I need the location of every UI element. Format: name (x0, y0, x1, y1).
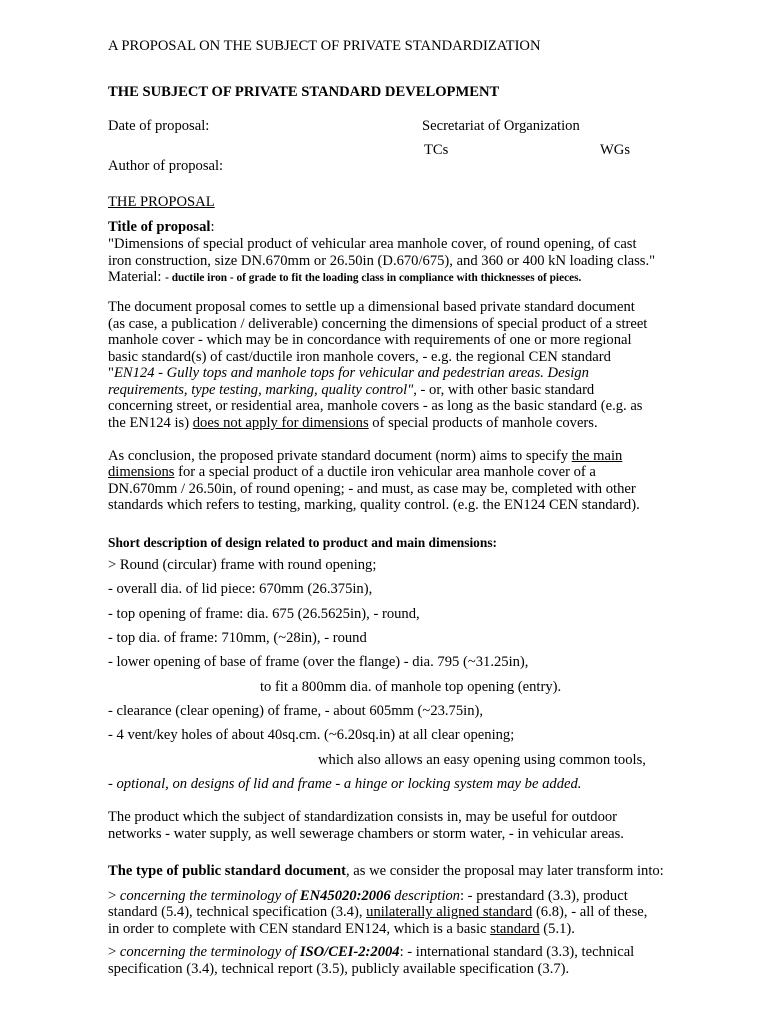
terminology-intro: concerning the terminology of (119, 944, 300, 960)
secretariat-label: Secretariat of Organization (422, 118, 580, 134)
type-heading-rest: , as we consider the proposal may later transform into: (346, 863, 664, 879)
paragraph-line (108, 365, 589, 382)
terminology-intro: concerning the terminology of (119, 888, 300, 904)
terminology-text: in order to complete with CEN standard EN124, which is a basic (108, 921, 491, 937)
title-of-proposal (108, 219, 215, 236)
bullet-marker: > (108, 888, 120, 904)
paragraph-text: , - or, with other basic standard (413, 382, 595, 398)
material-line (108, 269, 581, 287)
material-label: Material: (108, 269, 166, 285)
paragraph-line: The document proposal comes to settle up a dimensional based private standard document (108, 299, 635, 315)
terminology-text: standard (5.4), technical specification (3.4), (108, 904, 367, 920)
paragraph-text: the EN124 is) (108, 415, 193, 431)
material-text: - ductile iron - of grade to fit the loading class in compliance with thicknesses of pieces. (165, 272, 582, 284)
standard-title: EN124 - Gully tops and manhole tops for vehicular and pedestrian areas. Design (113, 365, 589, 381)
bullet-marker: > (108, 944, 120, 960)
paragraph-line (108, 448, 622, 465)
underlined-text: the main (571, 448, 623, 464)
paragraph-text: for a special product of a ductile iron vehicular area manhole cover of a (174, 464, 596, 480)
design-heading: Short description of design related to product and main dimensions: (108, 535, 497, 550)
document-title: A PROPOSAL ON THE SUBJECT OF PRIVATE STANDARDIZATION (108, 38, 541, 54)
design-item: to fit a 800mm dia. of manhole top opening (entry). (260, 679, 562, 695)
paragraph-line (108, 464, 596, 481)
terminology-text: : - international standard (3.3), technical (399, 944, 635, 960)
paragraph-text: of special products of manhole covers. (368, 415, 598, 431)
proposal-heading: THE PROPOSAL (108, 194, 215, 210)
proposal-title-line: "Dimensions of special product of vehicular area manhole cover, of round opening, of cast (108, 236, 637, 252)
proposal-title-line: iron construction, size DN.670mm or 26.50in (D.670/675), and 360 or 400 kN loading class." (108, 253, 656, 269)
standard-code: EN45020:2006 (299, 888, 391, 904)
paragraph-line: concerning street, or residential area, manhole covers - as long as the basic standard (e.g. as (108, 398, 643, 414)
type-heading (108, 863, 664, 880)
paragraph-line (108, 415, 598, 432)
paragraph-line: standards which refers to testing, marking, quality control. (e.g. the EN124 CEN standard). (108, 497, 640, 513)
title-label: Title of proposal (108, 219, 211, 235)
author-label: Author of proposal: (108, 158, 224, 174)
paragraph-line: (as case, a publication / deliverable) concerning the dimensions of special product of a street (108, 316, 648, 332)
paragraph-line: networks - water supply, as well sewerage chambers or storm water, - in vehicular areas. (108, 826, 624, 842)
design-item: > Round (circular) frame with round opening; (108, 557, 377, 573)
paragraph-line: DN.670mm / 26.50in, of round opening; - and must, as case may be, completed with other (108, 481, 636, 497)
standard-code: ISO/CEI-2:2004 (299, 944, 400, 960)
design-item: which also allows an easy opening using common tools, (318, 752, 646, 768)
paragraph-line: basic standard(s) of cast/ductile iron manhole covers, - e.g. the regional CEN standard (108, 349, 611, 365)
terminology-item (108, 888, 628, 905)
quote-mark: " (108, 365, 114, 381)
wgs-label: WGs (600, 142, 630, 158)
design-item: - lower opening of base of frame (over the flange) - dia. 795 (~31.25in), (108, 654, 529, 670)
terminology-text: : - prestandard (3.3), product (459, 888, 628, 904)
title-colon: : (210, 219, 215, 235)
design-item: - top opening of frame: dia. 675 (26.5625in), - round, (108, 606, 420, 622)
design-item: - 4 vent/key holes of about 40sq.cm. (~6.20sq.in) at all clear opening; (108, 727, 515, 743)
terminology-text: (6.8), - all of these, (532, 904, 648, 920)
underlined-text: does not apply for dimensions (192, 415, 369, 431)
tcs-label: TCs (424, 142, 449, 158)
design-item: - overall dia. of lid piece: 670mm (26.375in), (108, 581, 373, 597)
type-heading-bold: The type of public standard document (108, 863, 346, 879)
subject-heading: THE SUBJECT OF PRIVATE STANDARD DEVELOPMENT (108, 84, 500, 100)
terminology-text: (5.1). (539, 921, 575, 937)
paragraph-line (108, 382, 594, 399)
underlined-text: unilaterally aligned standard (366, 904, 533, 920)
paragraph-text: As conclusion, the proposed private standard document (norm) aims to specify (108, 448, 572, 464)
design-item: - optional, on designs of lid and frame - a hinge or locking system may be added. (108, 776, 582, 792)
standard-title: requirements, type testing, marking, quality control" (108, 382, 414, 398)
terminology-line (108, 904, 647, 921)
paragraph-line: manhole cover - which may be in concordance with requirements of one or more regional (108, 332, 632, 348)
design-item: - clearance (clear opening) of frame, - about 605mm (~23.75in), (108, 703, 484, 719)
design-item: - top dia. of frame: 710mm, (~28in), - round (108, 630, 367, 646)
underlined-text: standard (490, 921, 540, 937)
terminology-line (108, 921, 575, 938)
date-label: Date of proposal: (108, 118, 210, 134)
terminology-intro: description (390, 888, 460, 904)
terminology-item (108, 944, 634, 961)
terminology-line: specification (3.4), technical report (3.5), publicly available specification (3.7). (108, 961, 570, 977)
underlined-text: dimensions (108, 464, 175, 480)
paragraph-line: The product which the subject of standardization consists in, may be useful for outdoor (108, 809, 618, 825)
